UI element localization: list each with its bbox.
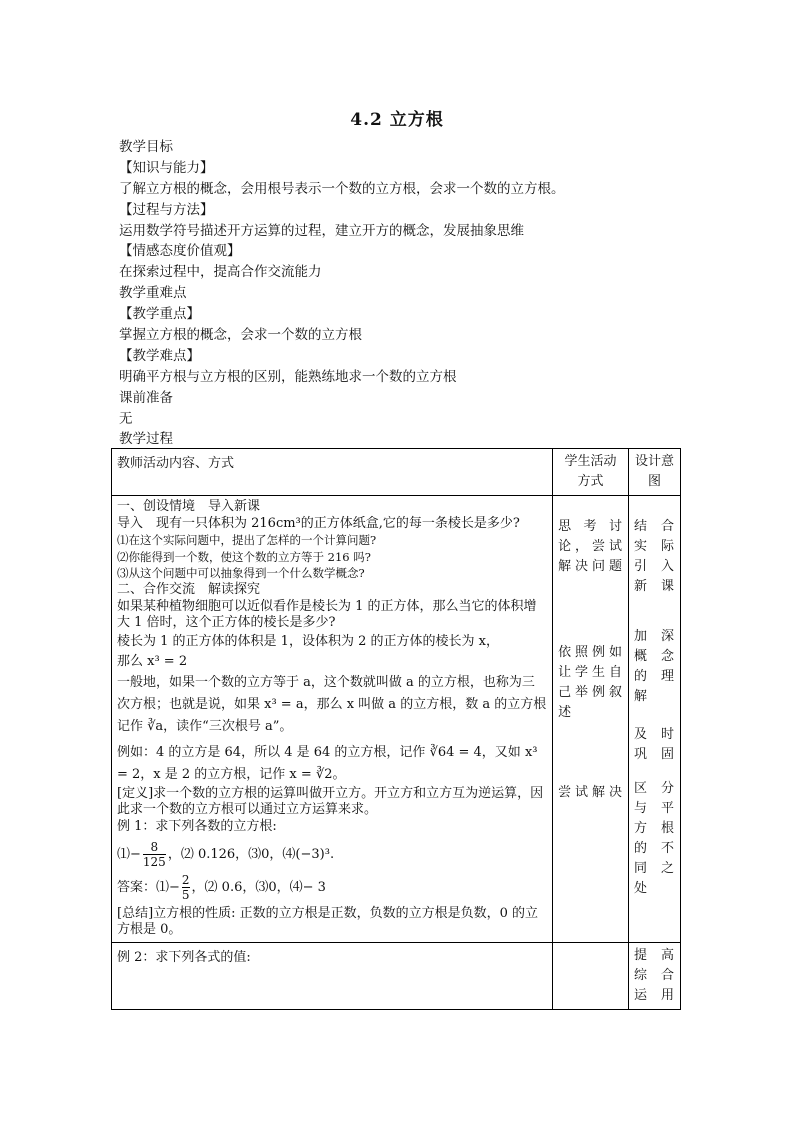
heading-attitude: 【情感态度价值观】 <box>119 243 241 260</box>
student-cell <box>553 496 629 943</box>
text-focus: 掌握立方根的概念，会求一个数的立方根 <box>119 327 362 344</box>
text-preparation: 无 <box>119 410 133 427</box>
design-intent-2: 加深概念的理解 <box>633 629 675 704</box>
design-intent-4: 区分与平方根的不同之处 <box>633 781 675 896</box>
example-items-rest: ，⑵ 0.126，⑶0，⑷(−3)³. <box>167 846 335 862</box>
header-design: 设计意图 <box>628 449 680 496</box>
fraction <box>182 873 190 902</box>
student-cell <box>553 942 629 1009</box>
text-difficulty: 明确平方根与立方根的区别，能熟练地求一个数的立方根 <box>119 368 457 385</box>
example-paragraph: 例如：4 的立方是 64，所以 4 是 64 的立方根，记作 ∛64 = 4，又如 x³ = 2，x 是 2 的立方根，记作 x = ∛2。 <box>117 744 538 782</box>
heading-focus: 【教学重点】 <box>119 306 200 323</box>
heading-process: 【过程与方法】 <box>119 201 214 218</box>
design-cell: 提高综合运用 <box>628 942 680 1009</box>
student-activity-1: 思考讨论，尝试解决问题 <box>558 519 623 574</box>
denominator: 125 <box>142 854 166 869</box>
answer-line <box>117 873 547 902</box>
question-3: ⑶从这个问题中可以抽象得到一个什么数学概念? <box>117 566 365 581</box>
text-process: 运用数学符号描述开方运算的过程，建立开方的概念，发展抽象思维 <box>119 222 524 239</box>
heading-knowledge: 【知识与能力】 <box>119 159 214 176</box>
definition-paragraph: 一般地，如果一个数的立方等于 a，这个数就叫做 a 的立方根，也称为三次方根；也就是说，如果 x³ = a，那么 x 叫做 a 的立方根，数 a 的立方根记作 ∛a，读作“三次根号 a”。 <box>117 674 547 734</box>
design-cell <box>628 496 680 943</box>
heading-process-table: 教学过程 <box>119 431 173 448</box>
intro-section <box>119 137 679 450</box>
student-activity-2: 依照例如让学生自己举例叙述 <box>558 645 623 720</box>
header-student: 学生活动方式 <box>553 449 629 496</box>
heading-teaching-goals: 教学目标 <box>119 139 173 155</box>
section-heading: 二、合作交流 解读探究 <box>117 581 261 597</box>
page-title: 4.2 立方根 <box>350 110 444 130</box>
example-heading: 例 1：求下列各数的立方根: <box>117 818 277 834</box>
intro-question: 导入 现有一只体积为 216cm³的正方体纸盒,它的每一条棱长是多少? <box>117 515 520 531</box>
numerator: 8 <box>150 839 159 854</box>
denominator: 5 <box>181 887 190 902</box>
table-header-row <box>112 449 681 496</box>
heading-difficulty: 【教学难点】 <box>119 347 200 364</box>
student-activity-3: 尝试解决 <box>558 785 623 800</box>
header-teacher: 教师活动内容、方式 <box>112 449 553 496</box>
text-knowledge: 了解立方根的概念，会用根号表示一个数的立方根，会求一个数的立方根。 <box>119 180 565 197</box>
text-attitude: 在探索过程中，提高合作交流能力 <box>119 264 322 281</box>
equation: 那么 x³ = 2 <box>117 653 188 669</box>
heading-key-points: 教学重难点 <box>119 285 187 302</box>
paragraph: 如果某种植物细胞可以近似看作是棱长为 1 的正方体，那么当它的体积增大 1 倍时，这个正方体的棱长是多少? <box>117 598 537 631</box>
teaching-process-table <box>111 448 681 1010</box>
example-items <box>117 840 547 869</box>
table-row <box>112 942 681 1009</box>
answer-rest: ，⑵ 0.6，⑶0，⑷− 3 <box>191 879 326 895</box>
design-intent-3: 及时巩固 <box>633 727 675 762</box>
question-2: ⑵你能得到一个数，使这个数的立方等于 216 吗? <box>117 549 371 564</box>
design-intent-1: 结合实际引入新课 <box>633 519 675 594</box>
example-item-1-label: ⑴− <box>117 846 141 862</box>
paragraph: 棱长为 1 的正方体的体积是 1，设体积为 2 的正方体的棱长为 x， <box>117 633 499 649</box>
section-heading: 一、创设情境 导入新课 <box>117 499 261 514</box>
answer-label: 答案：⑴− <box>117 879 180 895</box>
fraction <box>143 840 166 869</box>
definition-note: [定义]求一个数的立方根的运算叫做开立方。开立方和立方互为逆运算，因此求一个数的立方根可以通过立方运算来求。 <box>117 785 544 818</box>
teacher-cell: 例 2：求下列各式的值: <box>112 942 553 1009</box>
table-row <box>112 496 681 943</box>
numerator: 2 <box>181 872 190 887</box>
teacher-cell <box>112 496 553 943</box>
summary-paragraph: [总结]立方根的性质: 正数的立方根是正数，负数的立方根是负数，0 的立方根是 0。 <box>117 905 539 938</box>
heading-preparation: 课前准备 <box>119 389 173 406</box>
question-1: ⑴在这个实际问题中，提出了怎样的一个计算问题? <box>117 533 377 548</box>
